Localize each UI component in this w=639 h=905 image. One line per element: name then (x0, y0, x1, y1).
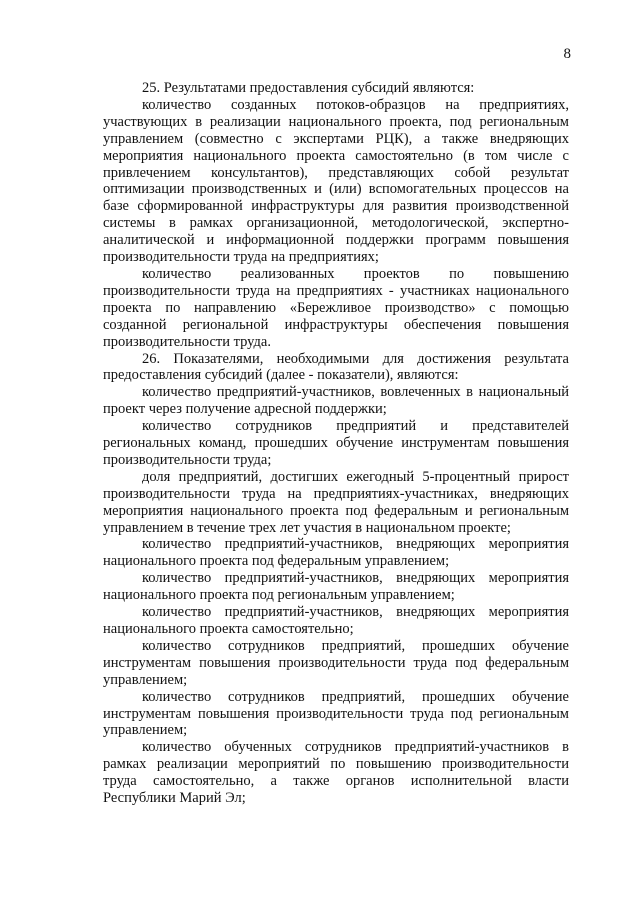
paragraph-25-results: 25. Результатами предоставления субсидий являются: (142, 80, 475, 96)
paragraph-result-lean-projects: количество реализованных проектов по повышению производительности труда на предприятиях - участниках национального проекта по направлению «Бережливое производство» с помощью созданной региональной инфраструктуры обеспечения повышения производительности труда. (103, 265, 569, 350)
paragraph-indicator-federal-management: количество предприятий-участников, внедряющих мероприятия национального проекта под федеральным управлением; (103, 536, 569, 570)
paragraph-indicator-staff-regional: количество сотрудников предприятий, прошедших обучение инструментам повышения производительности труда под региональным управлением; (103, 688, 569, 739)
paragraph-indicator-regional-management: количество предприятий-участников, внедряющих мероприятия национального проекта под региональным управлением; (103, 570, 569, 604)
paragraph-indicator-growth-share: доля предприятий, достигших ежегодный 5-процентный прирост производительности труда на предприятиях-участниках, внедряющих мероприятия национального проекта под федеральным и региональным управлением в течение трех лет участия в национальном проекте; (103, 468, 569, 536)
paragraph-indicator-enterprises-involved: количество предприятий-участников, вовлеченных в национальный проект через получение адресной поддержки; (103, 384, 569, 418)
paragraph-indicator-staff-federal: количество сотрудников предприятий, прошедших обучение инструментам повышения производительности труда под федеральным управлением; (103, 637, 569, 688)
paragraph-indicator-staff-self: количество обученных сотрудников предприятий-участников в рамках реализации мероприятий по повышению производительности труда самостоятельно, а также органов исполнительной власти Республики Марий Эл; (103, 739, 569, 807)
document-body (103, 80, 569, 807)
page-number: 8 (563, 46, 571, 62)
paragraph-indicator-staff-trained: количество сотрудников предприятий и представителей региональных команд, прошедших обучение инструментам повышения производительности труда; (103, 418, 569, 468)
paragraph-result-flow-samples: количество созданных потоков-образцов на предприятиях, участвующих в реализации национального проекта, под региональным управлением (совместно с экспертами РЦК), а также внедряющих мероприятия национального проекта самостоятельно (в том числе с привлечением консультантов), представляющих собой результат оптимизации производственных и (или) вспомогательных процессов на базе сформированной инфраструктуры для развития производственной системы в рамках организационной, методологической, экспертно-аналитической и информационной поддержки программ повышения производительности труда на предприятиях; (103, 96, 569, 266)
paragraph-26-indicators: 26. Показателями, необходимыми для достижения результата предоставления субсидий (далее - показатели), являются: (103, 350, 569, 384)
paragraph-indicator-self-implementation: количество предприятий-участников, внедряющих мероприятия национального проекта самостоятельно; (103, 604, 569, 637)
